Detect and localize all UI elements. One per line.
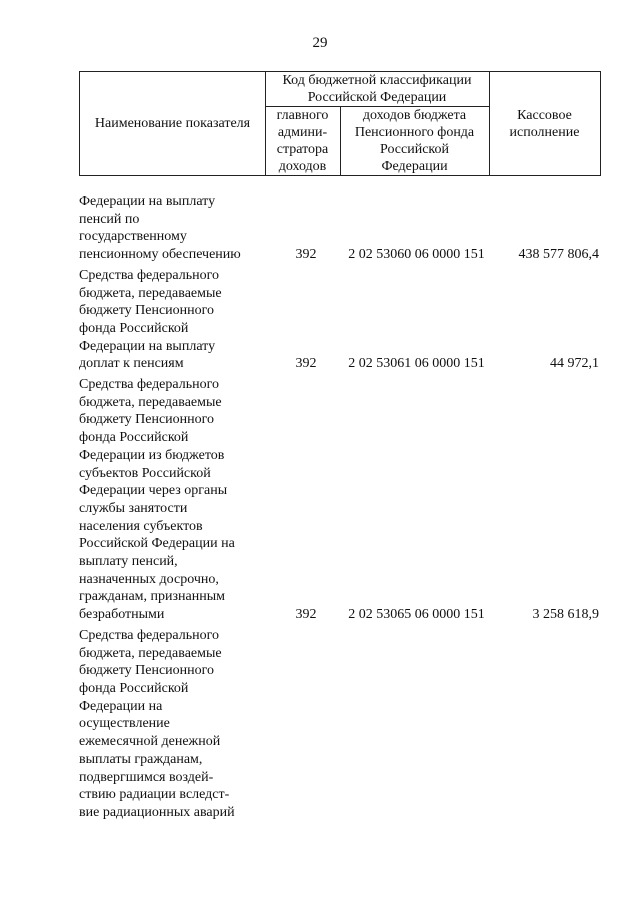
row-admin-code: 392 [295,607,317,623]
row-admin-code: 392 [295,356,317,372]
row-value: 3 258 618,9 [532,607,599,623]
row-name: Средства федерального бюджета, передаваемые бюджету Пенсионного фонда Российской Федерации из бюджетов субъектов Российской Федерации через органы службы занятости населения субъектов Российской Федерации на выплату пенсий, назначенных досрочно, гражданам, признанным безработными [79,377,235,623]
table-header [79,71,601,176]
page-number: 29 [312,35,328,51]
table-row [79,267,601,373]
row-value: 44 972,1 [550,356,599,372]
row-name: Федерации на выплату пенсий по государственному пенсионному обеспечению [79,194,241,263]
row-admin-code: 392 [295,247,317,263]
row-name: Средства федерального бюджета, передаваемые бюджету Пенсионного фонда Российской Федерации на выплату доплат к пенсиям [79,267,222,372]
table-row [79,627,601,822]
row-budget-code: 2 02 53065 06 0000 151 [348,607,485,623]
header-code: доходов бюджета Пенсионного фонда Российской Федерации [354,108,475,174]
row-value: 438 577 806,4 [518,247,599,263]
header-code-group: Код бюджетной классификации Российской Федерации [282,73,472,105]
row-budget-code: 2 02 53061 06 0000 151 [348,356,485,372]
row-name: Средства федерального бюджета, передаваемые бюджету Пенсионного фонда Российской Федерации на осуществление ежемесячной денежной выплаты гражданам, подвергшимся воздей- ствию радиации вследст- вие радиационных аварий [79,627,235,820]
table-row [79,376,601,624]
header-name: Наименование показателя [94,116,251,131]
row-budget-code: 2 02 53060 06 0000 151 [348,247,485,263]
header-admin: главного админи- стратора доходов [276,108,329,174]
header-value: Кассовое исполнение [509,108,580,140]
table-body [79,193,601,822]
table-row [79,193,601,264]
